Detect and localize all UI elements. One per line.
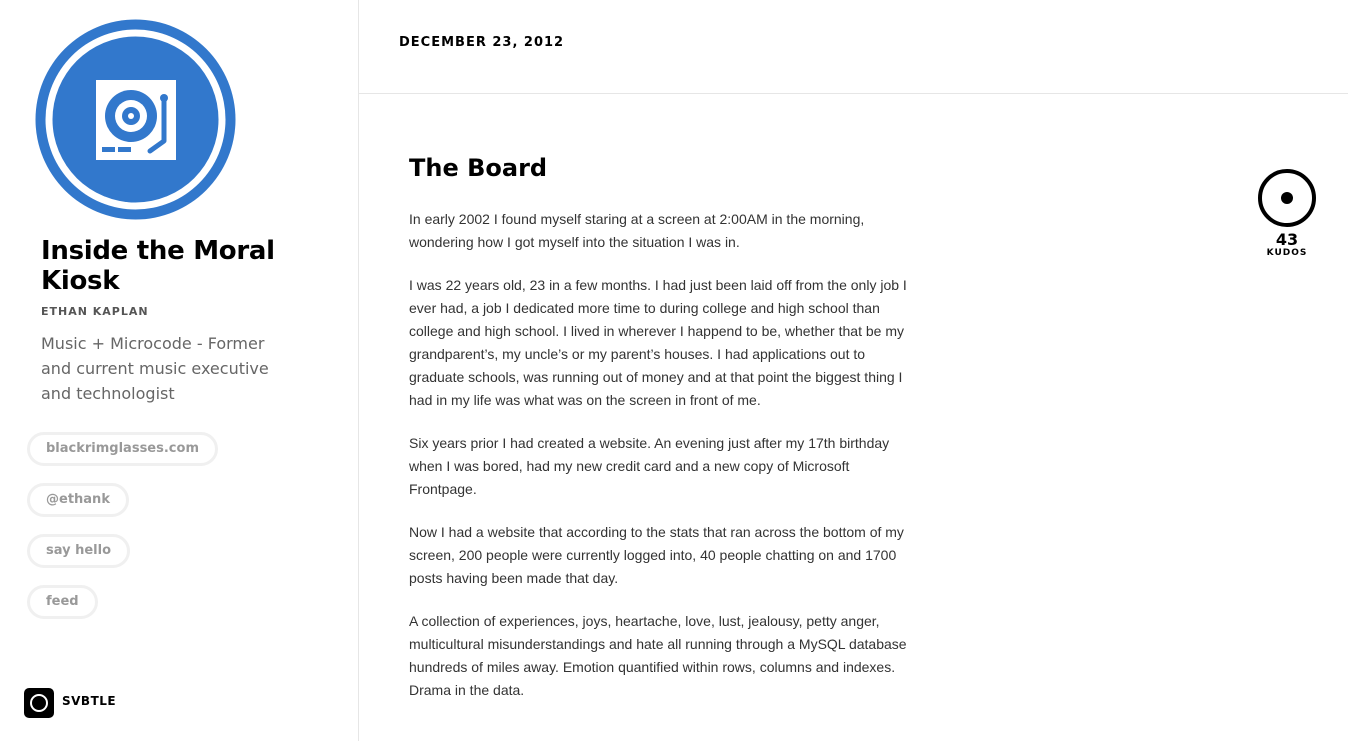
post-date: DECEMBER 23, 2012 xyxy=(399,35,565,50)
kudos-dot xyxy=(1281,192,1293,204)
feed-link[interactable]: feed xyxy=(27,585,98,619)
post-paragraph: I was 22 years old, 23 in a few months. I had just been laid off from the only job I ever had, a job I dedicated more time to during college and high school than college and high school. I lived in wherever I happend to be, whether that be my grandparent’s, my uncle’s or my parent’s houses. I had applications out to graduate schools, was running out of money and at that point the biggest thing I had in my life was what was on the screen in front of me. xyxy=(409,277,907,408)
kudos-widget[interactable] xyxy=(1258,169,1316,258)
post-paragraph: In early 2002 I found myself staring at a screen at 2:00AM in the morning, wondering how I got myself into the situation I was in. xyxy=(409,211,865,250)
kudos-label: KUDOS xyxy=(1266,248,1308,258)
kudos-count: 43 xyxy=(1275,230,1299,249)
website-link[interactable]: blackrimglasses.com xyxy=(27,432,218,466)
post-paragraph: Now I had a website that according to the stats that ran across the bottom of my screen, 200 people were currently logged into, 40 people chatting on and 1700 posts having been made that day. xyxy=(409,524,904,586)
post-paragraph: Six years prior I had created a website. An evening just after my 17th birthday when I was bored, had my new credit card and a new copy of Microsoft Frontpage. xyxy=(409,435,890,497)
svbtle-label: SVBTLE xyxy=(62,694,117,708)
blog-tagline: Music + Microcode - Former and current music executive and technologist xyxy=(41,334,269,403)
author-name: ETHAN KAPLAN xyxy=(41,305,149,318)
turntable-icon xyxy=(35,19,236,220)
post-paragraph: A collection of experiences, joys, heartache, love, lust, jealousy, petty anger, multicultural misunderstandings and hate all running through a MySQL database hundreds of miles away. Emotion quantified within rows, columns and indexes. Drama in the data. xyxy=(409,613,907,698)
kudos-circle-icon[interactable] xyxy=(1258,169,1316,227)
date-bar xyxy=(359,0,1348,94)
post-title[interactable]: The Board xyxy=(409,154,548,182)
say-hello-link[interactable]: say hello xyxy=(27,534,130,568)
blog-logo[interactable] xyxy=(35,19,236,220)
main-content xyxy=(359,0,1348,741)
svbtle-logo-icon xyxy=(24,688,54,718)
twitter-link[interactable]: @ethank xyxy=(27,483,129,517)
blog-title[interactable]: Inside the Moral Kiosk xyxy=(41,236,275,296)
article xyxy=(409,152,914,722)
sidebar xyxy=(0,0,359,741)
